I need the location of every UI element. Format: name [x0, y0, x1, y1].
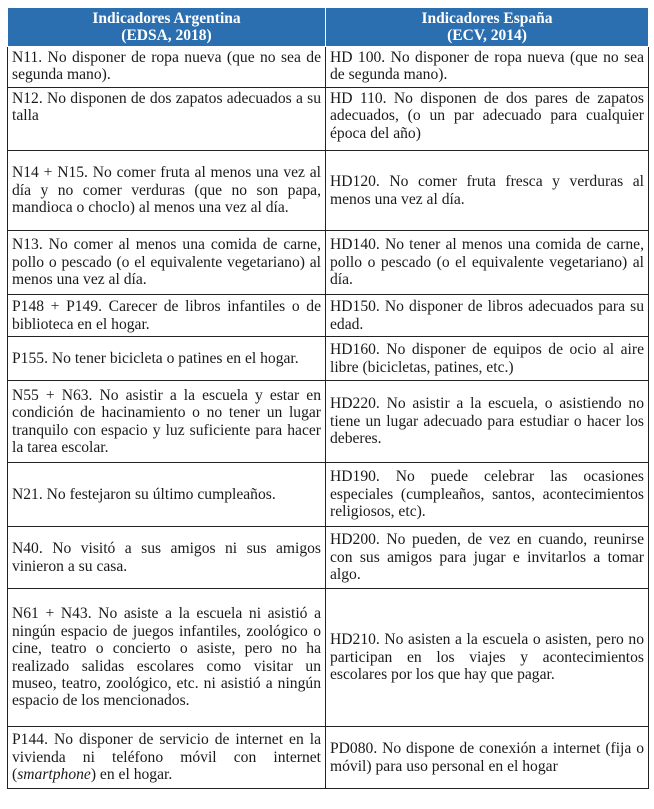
header-espana-source: (ECV, 2014)	[447, 27, 527, 44]
argentina-cell: N21. No festejaron su último cumpleaños.	[8, 463, 326, 527]
header-argentina-title: Indicadores Argentina	[92, 10, 241, 27]
espana-cell: HD200. No pueden, de vez en cuando, reunirse con sus amigos para jugar e invitarlos a tomar algo.	[326, 527, 649, 589]
header-espana-title: Indicadores España	[421, 10, 553, 27]
espana-cell: HD120. No comer fruta fresca y verduras al menos una vez al día.	[326, 151, 649, 231]
table-row	[8, 337, 649, 381]
table-row	[8, 151, 649, 231]
argentina-cell: N13. No comer al menos una comida de carne, pollo o pescado (o el equivalente vegetariano) al menos una vez al día.	[8, 231, 326, 295]
header-row	[8, 8, 649, 47]
espana-cell: HD150. No disponer de libros adecuados para su edad.	[326, 295, 649, 337]
argentina-cell: N55 + N63. No asistir a la escuela y estar en condición de hacinamiento o no tener un lugar tranquilo con espacio y luz suficiente para hacer la tarea escolar.	[8, 381, 326, 463]
table-row	[8, 47, 649, 88]
smartphone-term: smartphone	[17, 766, 91, 784]
espana-cell: HD160. No disponer de equipos de ocio al aire libre (bicicletas, patines, etc.)	[326, 337, 649, 381]
table-row	[8, 231, 649, 295]
argentina-cell	[8, 727, 326, 789]
indicators-table	[7, 7, 649, 789]
espana-cell: PD080. No dispone de conexión a internet (fija o móvil) para uso personal en el hogar	[326, 727, 649, 789]
espana-cell: HD220. No asistir a la escuela, o asistiendo no tiene un lugar adecuado para estudiar o hacer los deberes.	[326, 381, 649, 463]
table-row	[8, 88, 649, 151]
argentina-cell: N12. No disponen de dos zapatos adecuados a su talla	[8, 88, 326, 151]
table-row	[8, 463, 649, 527]
table-row	[8, 295, 649, 337]
argentina-cell: P148 + P149. Carecer de libros infantiles o de biblioteca en el hogar.	[8, 295, 326, 337]
argentina-cell: N11. No disponer de ropa nueva (que no sea de segunda mano).	[8, 47, 326, 88]
header-espana	[326, 8, 649, 47]
header-argentina	[8, 8, 326, 47]
espana-cell: HD210. No asisten a la escuela o asisten, pero no participan en los viajes y acontecimientos escolares por los que hay que pagar.	[326, 589, 649, 727]
argentina-cell: N61 + N43. No asiste a la escuela ni asistió a ningún espacio de juegos infantiles, zoológico o cine, teatro o concierto o asiste, pero no ha realizado salidas escolares como visitar un museo, teatro, zoológico, etc. ni asistió a ningún espacio de los mencionados.	[8, 589, 326, 727]
espana-cell: HD 100. No disponer de ropa nueva (que no sea de segunda mano).	[326, 47, 649, 88]
argentina-cell-text: P144. No disponer de servicio de internet en la vivienda ni teléfono móvil con internet (	[12, 731, 321, 784]
argentina-cell-text-end: ) en el hogar.	[90, 766, 173, 784]
table-row	[8, 527, 649, 589]
table-row	[8, 381, 649, 463]
table-row	[8, 589, 649, 727]
espana-cell: HD 110. No disponen de dos pares de zapatos adecuados, (o un par adecuado para cualquier época del año)	[326, 88, 649, 151]
argentina-cell: P155. No tener bicicleta o patines en el hogar.	[8, 337, 326, 381]
espana-cell: HD190. No puede celebrar las ocasiones especiales (cumpleaños, santos, acontecimientos religiosos, etc).	[326, 463, 649, 527]
argentina-cell: N40. No visitó a sus amigos ni sus amigos vinieron a su casa.	[8, 527, 326, 589]
argentina-cell: N14 + N15. No comer fruta al menos una vez al día y no comer verduras (que no son papa, mandioca o choclo) al menos una vez al día.	[8, 151, 326, 231]
espana-cell: HD140. No tener al menos una comida de carne, pollo o pescado (o el equivalente vegetariano) al día.	[326, 231, 649, 295]
header-argentina-source: (EDSA, 2018)	[121, 27, 212, 44]
table-row	[8, 727, 649, 789]
